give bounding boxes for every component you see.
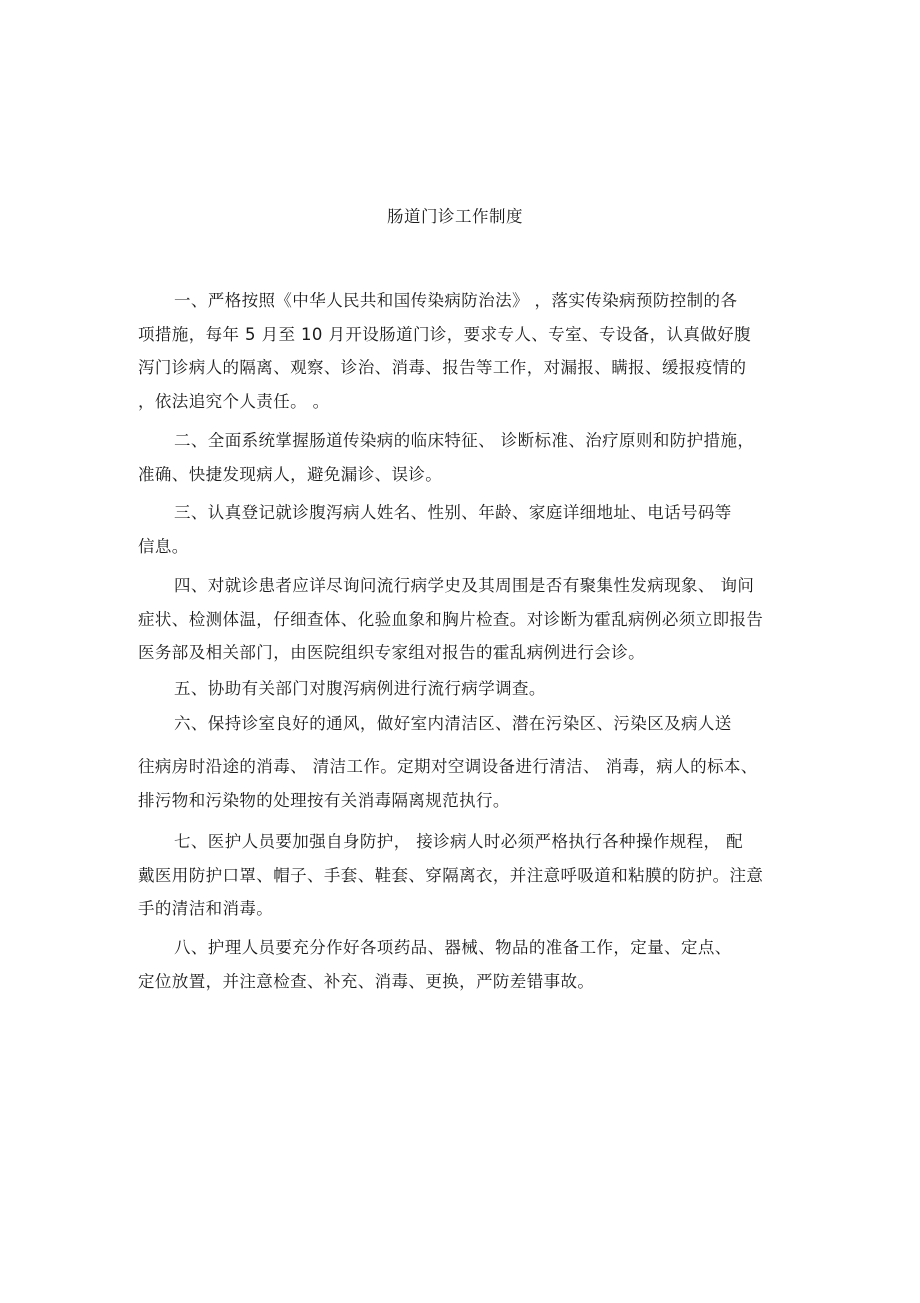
document-title: 肠道门诊工作制度 [387,207,523,226]
paragraph-6-continued [138,750,788,817]
paragraph-3 [138,496,788,563]
paragraph-8 [138,931,788,998]
paragraph-line: 排污物和污染物的处理按有关消毒隔离规范执行。 [138,790,510,810]
paragraph-line: 戴医用防护口罩、帽子、手套、鞋套、穿隔离衣，并注意呼吸道和粘膜的防护。注意 [138,865,764,885]
paragraph-line: 往病房时沿途的消毒、 清洁工作。定期对空调设备进行清洁、 消毒，病人的标本、 [138,757,758,776]
paragraph-line: 项措施，每年 5 月至 10 月开设肠道门诊，要求专人、专室、专设备，认真做好腹 [138,324,751,344]
paragraph-7 [138,825,788,926]
paragraph-line: 七、医护人员要加强自身防护， 接诊病人时必须严格执行各种操作规程， 配 [174,832,743,851]
paragraph-line: 手的清洁和消毒。 [138,899,274,918]
paragraph-line: 四、对就诊患者应详尽询问流行病学史及其周围是否有聚集性发病现象、 询问 [174,576,755,595]
paragraph-line: 准确、快捷发现病人，避免漏诊、误诊。 [138,464,443,484]
paragraph-line: 泻门诊病人的隔离、观察、诊治、消毒、报告等工作，对漏报、瞒报、缓报疫情的 [138,358,747,377]
paragraph-line: 六、保持诊室良好的通风，做好室内清洁区、潜在污染区、污染区及病人送 [174,714,732,733]
paragraph-line: 症状、检测体温，仔细查体、化验血象和胸片检查。对诊断为霍乱病例必须立即报告 [138,609,764,629]
paragraph-6 [138,707,788,741]
paragraph-4 [138,569,788,670]
paragraph-line: 五、协助有关部门对腹泻病例进行流行病学调查。 [174,679,546,698]
paragraph-line: 八、护理人员要充分作好各项药品、器械、物品的准备工作，定量、定点、 [174,938,732,957]
paragraph-5 [138,672,788,706]
paragraph-line: 医务部及相关部门，由医院组织专家组对报告的霍乱病例进行会诊。 [138,643,645,662]
paragraph-2 [138,424,788,491]
paragraph-line: 二、全面系统掌握肠道传染病的临床特征、 诊断标准、治疗原则和防护措施， [174,431,755,450]
paragraph-line: 定位放置，并注意检查、补充、消毒、更换，严防差错事故。 [138,971,595,991]
paragraph-line: 三、认真登记就诊腹泻病人姓名、性别、年龄、家庭详细地址、电话号码等 [174,503,732,522]
paragraph-line: 一、严格按照《中华人民共和国传染病防治法》 ，落实传染病预防控制的各 [174,291,738,310]
paragraph-line: 信息。 [138,536,189,556]
paragraph-line: ，依法追究个人责任。 。 [138,391,330,411]
paragraph-1 [138,284,788,418]
